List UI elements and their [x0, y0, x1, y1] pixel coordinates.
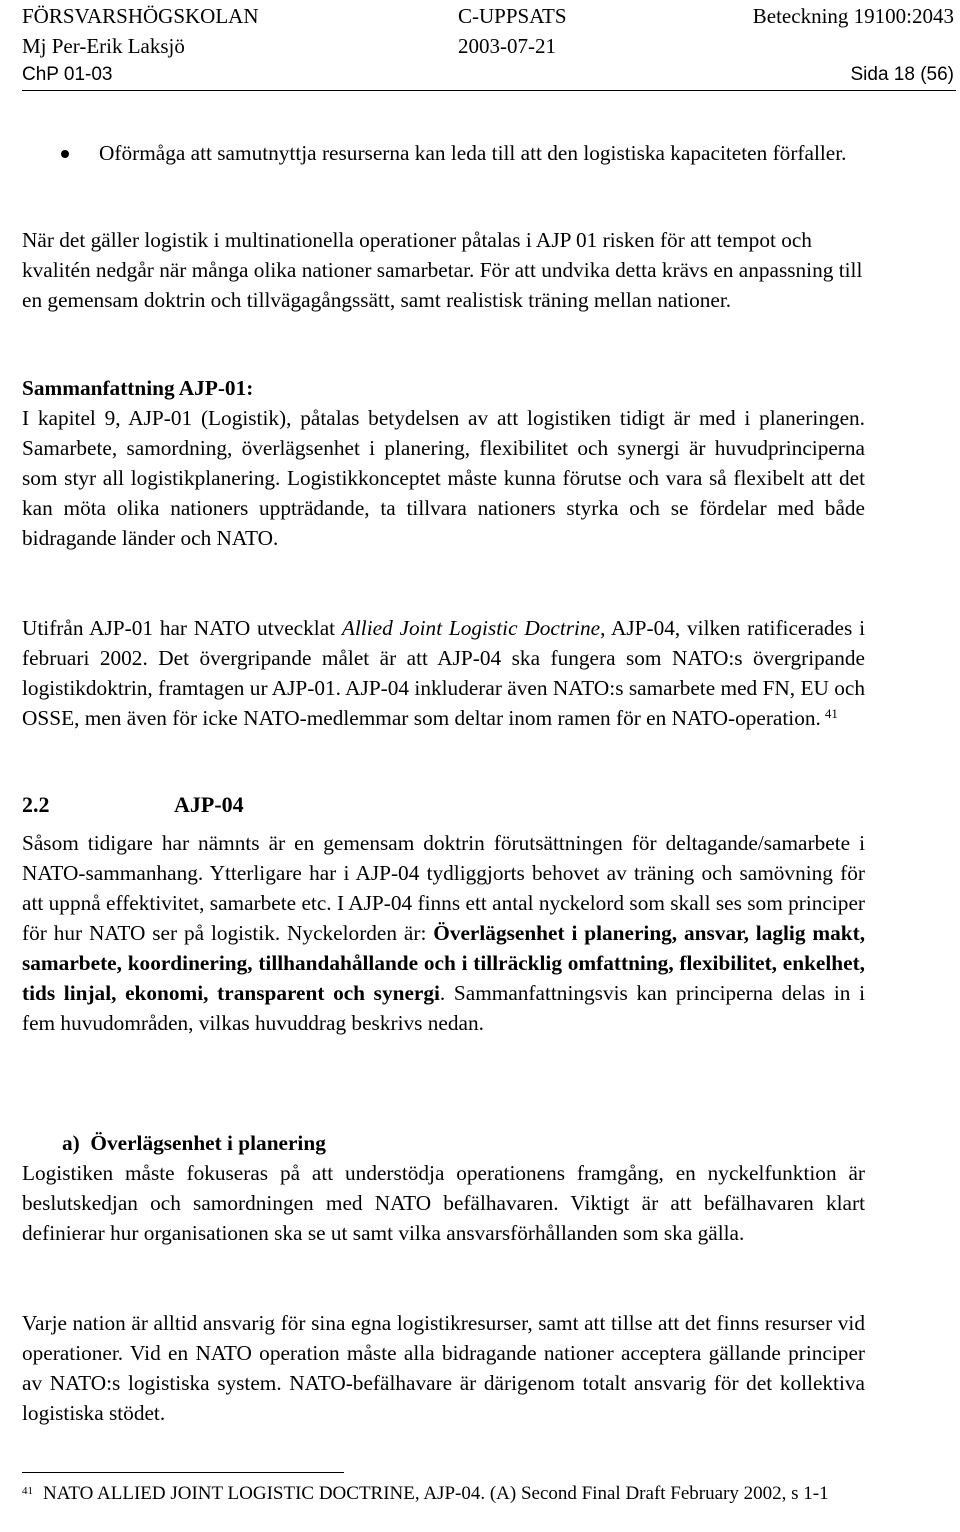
summary-heading: Sammanfattning AJP-01: — [22, 376, 254, 400]
footnote-reference[interactable]: 41 — [824, 706, 838, 721]
footnote — [22, 1480, 882, 1507]
header-page-number: Sida 18 (56) — [850, 64, 954, 85]
header-date: 2003-07-21 — [458, 34, 556, 58]
paragraph-planning: Logistiken måste fokuseras på att understödja operationens framgång, en nyckelfunktion är beslutskedjan och samordningen med NATO befälhavaren. Viktigt är att befälhavaren klart definierar hur organisationen ska se ut samt vilka ansvarsförhållanden som ska gälla. — [22, 1161, 865, 1245]
section-number: 2.2 — [22, 792, 50, 817]
footnote-number: 41 — [22, 1485, 33, 1497]
paragraph-logistics-multinational: När det gäller logistik i multinationella operationer påtalas i AJP 01 risken för att tempot och kvalitén nedgår när många olika nationer samarbetar. För att undvika detta krävs en anpassning till en gemensam doktrin och tillvägagångssätt, samt realistisk träning mellan nationer. — [22, 228, 863, 312]
subsection-a-heading — [62, 1128, 326, 1158]
doctrine-title: Allied Joint Logistic Doctrine — [341, 616, 601, 640]
para2-after: , AJP-04, vilken ratificerades i februari 2002. Det övergripande målet är att AJP-04 ska fungera som NATO:s övergripande logistikdoktrin, framtagen ur AJP-01. AJP-04 inkluderar även NATO:s samarbete med FN, EU och OSSE, men även för icke NATO-medlemmar som deltar inom ramen för en NATO-operation. — [22, 616, 866, 730]
header-org: FÖRSVARSHÖGSKOLAN — [22, 4, 259, 28]
header-rule — [22, 90, 956, 91]
footnote-text: NATO ALLIED JOINT LOGISTIC DOCTRINE, AJP-04. (A) Second Final Draft February 2002, s 1-1 — [43, 1483, 829, 1504]
summary-block — [22, 373, 865, 553]
para2-before: Utifrån AJP-01 har NATO utvecklat — [22, 616, 342, 640]
paragraph-ajp04-intro — [22, 613, 865, 733]
footnote-separator — [22, 1472, 344, 1473]
header-course: ChP 01-03 — [22, 64, 113, 85]
subsection-a-title: Överlägsenhet i planering — [90, 1131, 326, 1155]
subsection-a-label: a) — [62, 1131, 80, 1155]
paragraph-ajp04-principles — [22, 828, 865, 1038]
bullet-dot-icon — [61, 150, 69, 158]
para3-after: . Sammanfattningsvis kan principerna delas in i fem huvudområden, vilkas huvuddrag beskrivs nedan. — [22, 981, 865, 1035]
summary-text: I kapitel 9, AJP-01 (Logistik), påtalas betydelsen av att logistiken tidigt är med i planeringen. Samarbete, samordning, överlägsenhet i planering, flexibilitet och synergi är huvudprinciperna som styr all logistikplanering. Logistikkonceptet måste kunna förutse och vara så flexibelt att det kan möta olika nationers uppträdande, ta tillvara nationers styrka och se fördelar med både bidragande länder och NATO. — [22, 406, 865, 550]
para3-before: Såsom tidigare har nämnts är en gemensam doktrin förutsättningen för deltagande/samarbete i NATO-sammanhang. Ytterligare har i AJP-04 tydliggjorts behovet av träning och samövning för att uppnå effektivitet, samarbete etc. I AJP-04 finns ett antal nyckelord som skall ses som principer för hur NATO ser på logistik. Nyckelorden är: — [22, 831, 865, 945]
header-author: Mj Per-Erik Laksjö — [22, 34, 185, 58]
principles-keywords: Överlägsenhet i planering, ansvar, laglig makt, samarbete, koordinering, tillhandahållande och i tillräcklig omfattning, flexibilitet, enkelhet, tids linjal, ekonomi, transparent och synergi — [22, 921, 866, 1005]
header-designation: Beteckning 19100:2043 — [752, 4, 954, 28]
bullet-item — [22, 138, 865, 168]
header-doc-type: C-UPPSATS — [458, 4, 567, 28]
section-title: AJP-04 — [174, 792, 244, 817]
bullet-text: Oförmåga att samutnyttja resurserna kan leda till att den logistiska kapaciteten förfaller. — [99, 141, 847, 165]
paragraph-national-responsibility: Varje nation är alltid ansvarig för sina egna logistikresurser, samt att tillse att det finns resurser vid operationer. Vid en NATO operation måste alla bidragande nationer acceptera gällande principer av NATO:s logistiska system. NATO-befälhavare är därigenom totalt ansvarig för det kollektiva logistiska stödet. — [22, 1311, 865, 1425]
